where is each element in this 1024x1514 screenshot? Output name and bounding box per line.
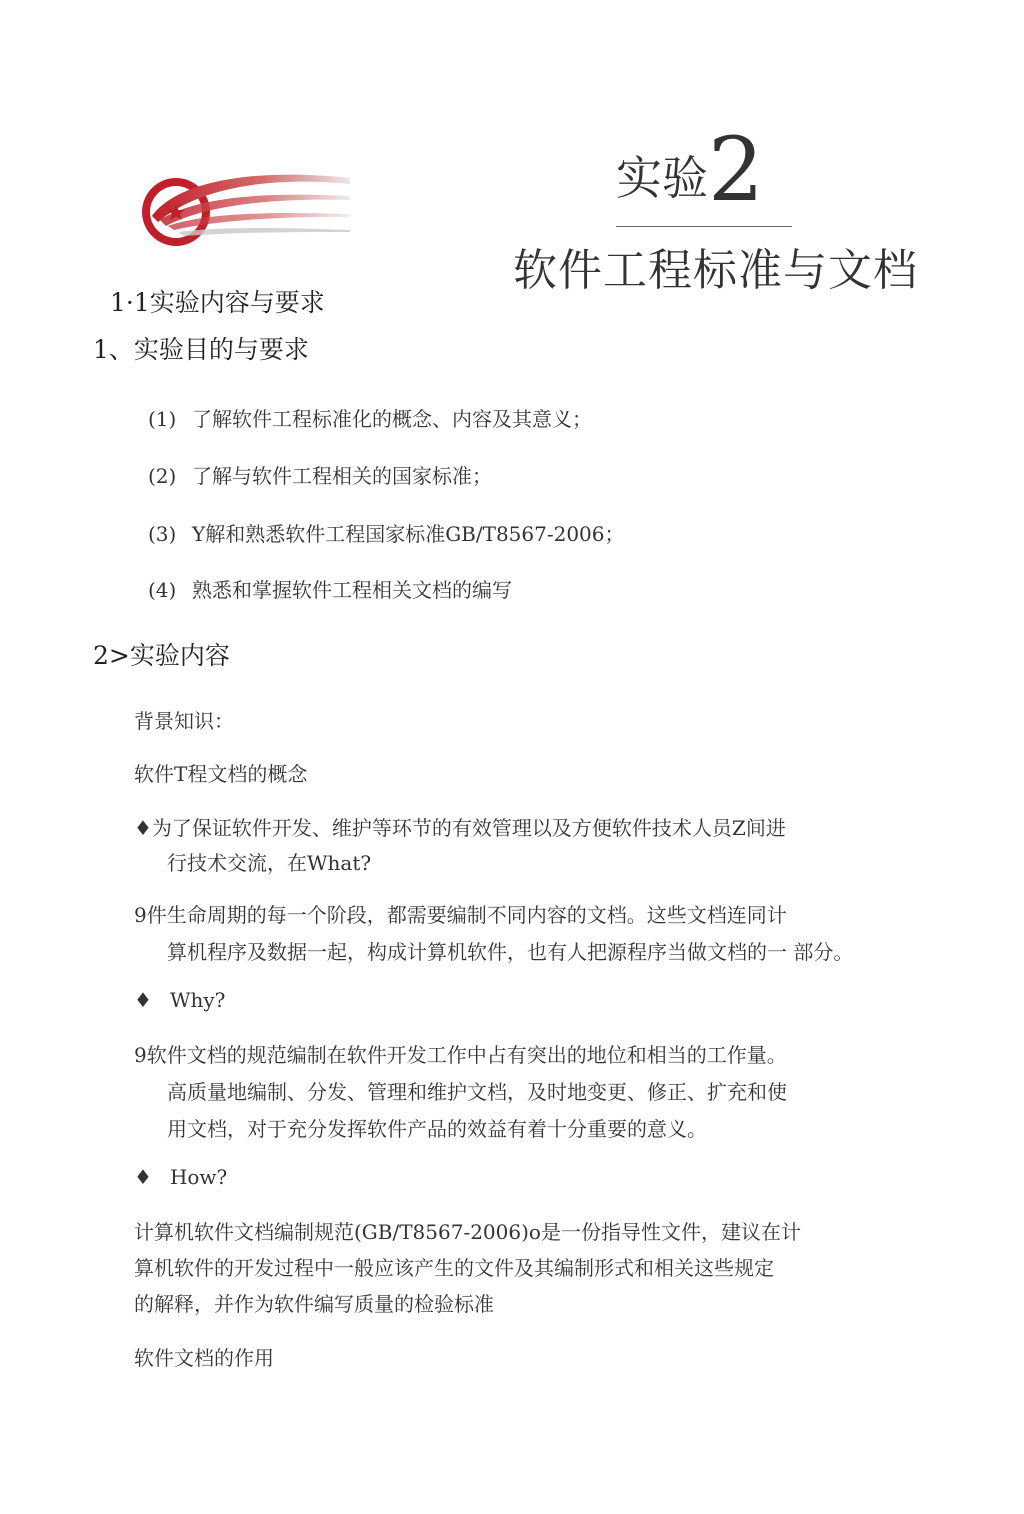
why-label: Why? bbox=[169, 988, 226, 1012]
section-heading: 1·1实验内容与要求 bbox=[110, 288, 325, 317]
background-label: 背景知识： bbox=[134, 709, 234, 733]
title-main bbox=[616, 118, 764, 221]
objective-text: Y解和熟悉软件工程国家标准GB/T8567-2006； bbox=[192, 522, 625, 546]
comet-logo-icon bbox=[138, 160, 353, 255]
para2-line-3: 用文档，对于充分发挥软件产品的效益有着十分重要的意义。 bbox=[167, 1117, 707, 1141]
para2-line-2: 高质量地编制、分发、管理和维护文档，及时地变更、修正、扩充和使 bbox=[167, 1080, 787, 1104]
objective-item-3 bbox=[148, 518, 625, 547]
content-heading: 2>实验内容 bbox=[93, 641, 230, 670]
objective-item-2 bbox=[148, 460, 492, 489]
para2-line-1: 9软件文档的规范编制在软件开发工作中占有突出的地位和相当的工作量。 bbox=[134, 1043, 787, 1067]
diamond-bullet-icon: ♦ bbox=[134, 988, 152, 1012]
title-subtitle: 软件工程标准与文档 bbox=[513, 245, 918, 296]
objective-text: 熟悉和掌握软件工程相关文档的编写 bbox=[192, 578, 512, 602]
objective-number: (1) bbox=[148, 407, 177, 431]
objective-item-4 bbox=[148, 574, 512, 603]
objective-item-1 bbox=[148, 403, 592, 432]
objectives-heading: 1、实验目的与要求 bbox=[93, 335, 309, 364]
how-label: How? bbox=[169, 1165, 228, 1189]
title-divider bbox=[616, 226, 792, 227]
para1-line-1: 9件生命周期的每一个阶段，都需要编制不同内容的文档。这些文档连同计 bbox=[134, 903, 787, 927]
para3-line-2: 算机软件的开发过程中一般应该产生的文件及其编制形式和相关这些规定 bbox=[134, 1256, 774, 1280]
diamond-bullet-icon: ♦ bbox=[134, 1165, 152, 1189]
objective-number: (2) bbox=[148, 464, 177, 488]
objective-text: 了解与软件工程相关的国家标准； bbox=[192, 464, 492, 488]
para3-line-1: 计算机软件文档编制规范(GB/T8567-2006)o是一份指导性文件，建议在计 bbox=[134, 1220, 801, 1244]
title-prefix: 实验 bbox=[616, 151, 708, 205]
para3-line-3: 的解释，并作为软件编写质量的检验标准 bbox=[134, 1292, 494, 1316]
para1-line-2: 算机程序及数据一起，构成计算机软件，也有人把源程序当做文档的一 部分。 bbox=[167, 940, 854, 964]
what-line-2: 行技术交流，在What? bbox=[167, 851, 372, 875]
how-row bbox=[134, 1165, 227, 1189]
role-heading: 软件文档的作用 bbox=[134, 1346, 274, 1370]
objective-text: 了解软件工程标准化的概念、内容及其意义； bbox=[192, 407, 592, 431]
title-number: 2 bbox=[708, 118, 764, 221]
what-line-1: ♦为了保证软件开发、维护等环节的有效管理以及方便软件技术人员Z间进 bbox=[134, 816, 786, 840]
objective-number: (4) bbox=[148, 578, 177, 602]
why-row bbox=[134, 988, 225, 1012]
concept-heading: 软件T程文档的概念 bbox=[134, 762, 308, 786]
objective-number: (3) bbox=[148, 522, 177, 546]
